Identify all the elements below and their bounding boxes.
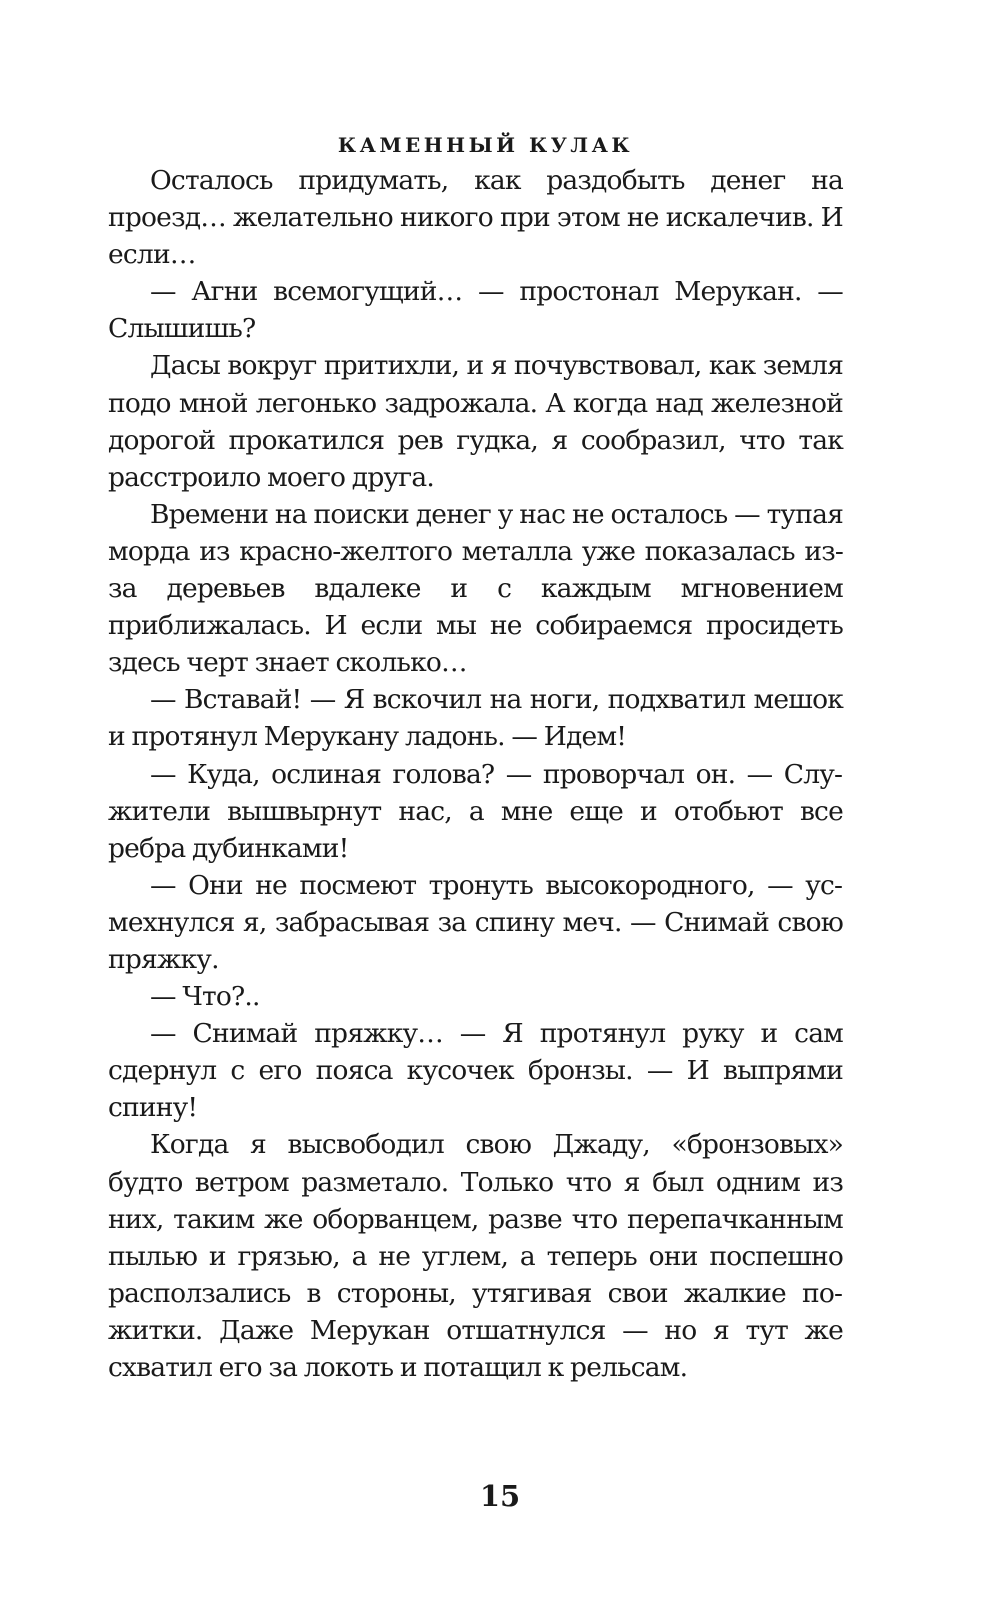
paragraph-2: — Агни всемогущий… — простонал Мерукан. — Слышишь? [108, 276, 843, 345]
paragraph-10: Когда я высвободил свою Джаду, «бронзовых» будто ветром разметало. Только что я был одним из них, таким же оборванцем, разве что перепачканным пылью и грязью, а не углем, а теперь они поспешно расползались в стороны, утягивая свои жалкие пожитки. Даже Мерукан отшатнулся — но я тут же схватил его за локоть и потащил к рельсам. [108, 1129, 843, 1383]
paragraph-3: Дасы вокруг притихли, и я почувствовал, как земля подо мной легонько задрожала. А когда над железной дорогой прокатился рев гудка, я сообразил, что так расстроило моего друга. [108, 350, 843, 493]
paragraph-6: — Куда, ослиная голова? — проворчал он. — Служители вышвырнут нас, а мне еще и отобьют все ребра дубинками! [108, 758, 843, 864]
paragraph-5: — Вставай! — Я вскочил на ноги, подхватил мешок и протянул Мерукану ладонь. — Идем! [108, 684, 843, 753]
body-text [108, 162, 843, 1386]
page-number: 15 [479, 1479, 521, 1513]
paragraph-4: Времени на поиски денег у нас не осталось — тупая морда из красно-желтого металла уже показалась из-за деревьев вдалеке и с каждым мгновением приближалась. И если мы не собираемся просидеть здесь черт знает сколько… [108, 498, 843, 679]
paragraph-7: — Они не посмеют тронуть высокородного, — усмехнулся я, забрасывая за спину меч. — Снимай свою пряжку. [108, 869, 843, 975]
paragraph-8: — Что?.. [150, 981, 260, 1013]
paragraph-9: — Снимай пряжку… — Я протянул руку и сам сдернул с его пояса кусочек бронзы. — И выпрями спину! [108, 1018, 843, 1124]
paragraph-1: Осталось придумать, как раздобыть денег на проезд… желательно никого при этом не искалечив. И если… [108, 165, 843, 271]
book-page [108, 128, 843, 1386]
running-head: КАМЕННЫЙ КУЛАК [337, 133, 634, 157]
